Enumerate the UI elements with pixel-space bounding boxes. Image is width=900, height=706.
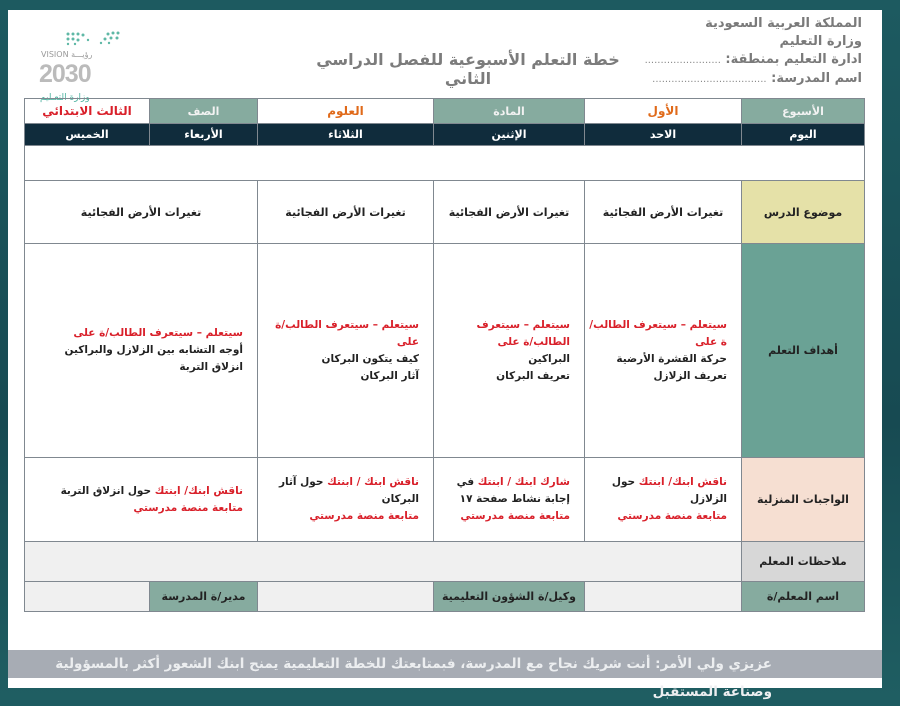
day-sunday: الاحد [585,124,742,146]
grade-value[interactable]: الثالث الابتدائي [25,99,150,124]
homework-cell[interactable]: ناقش ابنك/ ابنتك حول انزلاق التربة متابعة منصة مدرستي [25,458,258,542]
ministry-name: وزارة التعليم [779,34,862,49]
grade-label: الصف [150,99,258,124]
dots-icon [63,30,133,50]
notes-label: ملاحظات المعلم [742,542,865,582]
objective-cell[interactable]: سيتعلم – سيتعرف الطالب/ة على أوجه التشابه بين الزلازل والبراكين انزلاق التربة [25,244,258,458]
principal-field[interactable] [25,582,150,612]
homework-cell[interactable]: ناقش ابنك/ ابنتك حول الزلازل متابعة منصة مدرستي [585,458,742,542]
subject-value[interactable]: العلوم [258,99,434,124]
week-label: الأسبوع [742,99,865,124]
region-label: ادارة التعليم بمنطقة: [725,52,862,67]
objective-cell[interactable]: سيتعلم – سيتعرف الطالب/ة على حركة القشرة الأرضية تعريف الزلازل [585,244,742,458]
principal-label: مدير/ة المدرسة [150,582,258,612]
objectives-row [25,244,865,458]
homework-label: الواجبات المنزلية [742,458,865,542]
day-monday: الإثنين [434,124,585,146]
lesson-topic-label: موضوع الدرس [742,181,865,244]
deputy-field[interactable] [258,582,434,612]
info-row [25,99,865,124]
objectives-label: أهداف التعلم [742,244,865,458]
lesson-topic-cell[interactable]: تغيرات الأرض الفجائية [258,181,434,244]
kingdom-name: المملكة العربية السعودية [705,16,862,31]
lesson-topic-row [25,181,865,244]
weekly-plan-table [24,98,865,612]
spacer-cell [25,146,865,181]
signatures-row [25,582,865,612]
page-title: خطة التعلم الأسبوعية للفصل الدراسي الثاني [316,50,620,88]
spacer-row [25,146,865,181]
teacher-name-field[interactable] [585,582,742,612]
objective-cell[interactable]: سيتعلم – سيتعرف الطالب/ة على البراكين تعريف البركان [434,244,585,458]
week-value[interactable]: الأول [585,99,742,124]
notes-row [25,542,865,582]
homework-cell[interactable]: شارك ابنك / ابنتك في إجابة نشاط صفحة ١٧ متابعة منصة مدرستي [434,458,585,542]
day-thursday: الخميس [25,124,150,146]
day-label: اليوم [742,124,865,146]
deputy-label: وكيل/ة الشؤون التعليمية [434,582,585,612]
day-tuesday: الثلاثاء [258,124,434,146]
lesson-topic-cell[interactable]: تغيرات الأرض الفجائية [25,181,258,244]
parent-message-bar [8,650,882,700]
day-wednesday: الأربعاء [150,124,258,146]
school-line [645,70,862,89]
lesson-topic-cell[interactable]: تغيرات الأرض الفجائية [585,181,742,244]
school-value[interactable]: .................................... [652,74,767,85]
year-text: 2030 [39,60,91,88]
school-label: اسم المدرسة: [771,71,862,86]
notes-value[interactable] [25,542,742,582]
vision-2030-logo [38,30,138,105]
days-row [25,124,865,146]
homework-cell[interactable]: ناقش ابنك / ابنتك حول آثار البركان متابعة منصة مدرستي [258,458,434,542]
ministry-logo-text: وزارة التعـليم [40,93,90,103]
lesson-topic-cell[interactable]: تغيرات الأرض الفجائية [434,181,585,244]
header-info [645,15,862,89]
homework-row [25,458,865,542]
teacher-name-label: اسم المعلم/ة [742,582,865,612]
parent-message: عزيزي ولي الأمر: أنت شريك نجاح مع المدرسة، فبمتابعتك للخطة التعليمية يمنح ابنك الشعور أكثر بالمسؤولية وصناعة المستقبل [55,656,772,700]
region-line [645,51,862,70]
subject-label: المادة [434,99,585,124]
vision-text: VISION رؤيـــة [41,50,93,59]
region-value[interactable]: ........................ [644,55,721,66]
objective-cell[interactable]: سيتعلم – سيتعرف الطالب/ة على كيف يتكون البركان آثار البركان [258,244,434,458]
